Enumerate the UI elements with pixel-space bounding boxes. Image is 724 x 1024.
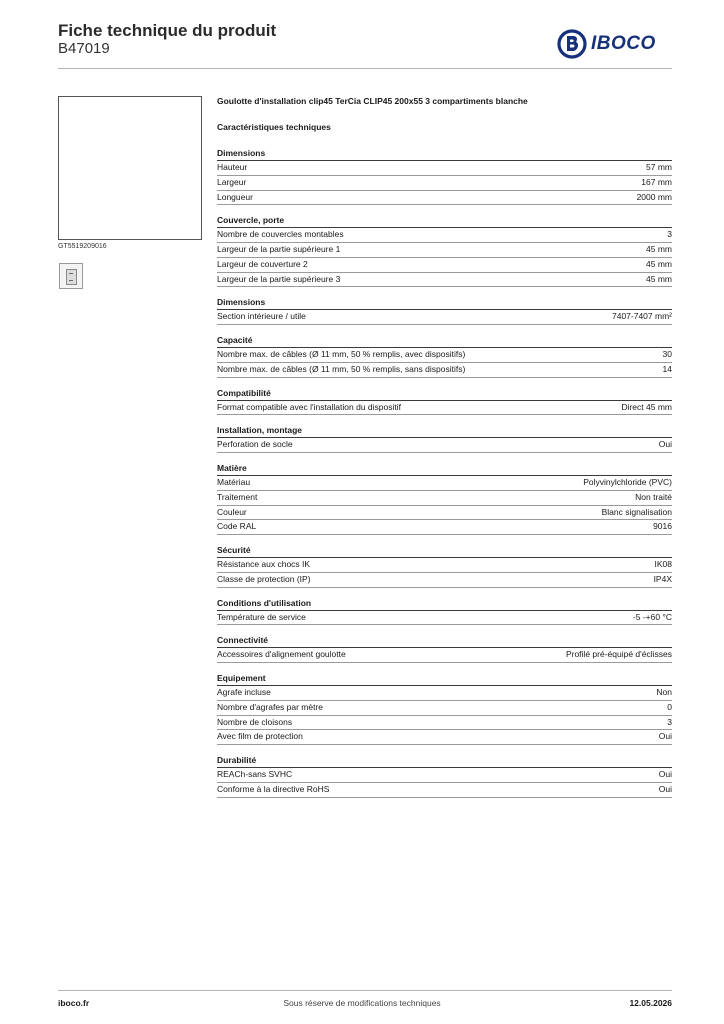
spec-label: Format compatible avec l'installation du dispositif — [217, 401, 401, 412]
spec-row — [217, 520, 672, 535]
spec-row — [217, 401, 672, 416]
footer-date: 12.05.2026 — [629, 998, 672, 1008]
spec-value: 45 mm — [646, 244, 672, 254]
spec-label: Perforation de socle — [217, 439, 293, 450]
spec-label: REACh-sans SVHC — [217, 769, 293, 779]
spec-section — [217, 544, 672, 588]
spec-section — [217, 462, 672, 535]
duct-thumbnail-icon — [66, 269, 77, 285]
spec-value: 45 mm — [646, 258, 672, 269]
spec-section — [217, 634, 672, 663]
spec-row — [217, 730, 672, 745]
spec-section — [217, 334, 672, 378]
spec-row — [217, 243, 672, 258]
spec-label: Largeur de la partie supérieure 3 — [217, 273, 341, 284]
spec-value: 3 — [667, 716, 672, 727]
spec-row — [217, 768, 672, 783]
spec-row — [217, 573, 672, 588]
spec-label: Largeur — [217, 176, 247, 187]
section-title: Sécurité — [217, 544, 672, 558]
spec-value: Oui — [658, 439, 672, 450]
spec-value: Non — [656, 687, 672, 697]
spec-section — [217, 597, 672, 626]
spec-row — [217, 438, 672, 453]
spec-label: Largeur de couverture 2 — [217, 258, 308, 269]
spec-label: Agrafe incluse — [217, 687, 271, 697]
spec-label: Température de service — [217, 611, 306, 622]
spec-row — [217, 348, 672, 363]
spec-value: -5 -+60 °C — [632, 611, 672, 622]
spec-value: 167 mm — [641, 176, 672, 187]
spec-value: Direct 45 mm — [621, 401, 672, 412]
brand-logo — [557, 27, 656, 61]
spec-row — [217, 648, 672, 663]
logo-text: IBOCO — [591, 33, 656, 54]
spec-label: Matériau — [217, 477, 251, 487]
spec-row — [217, 701, 672, 716]
spec-label: Traitement — [217, 491, 258, 502]
spec-row — [217, 506, 672, 521]
spec-row — [217, 273, 672, 288]
spec-row — [217, 191, 672, 206]
spec-row — [217, 310, 672, 325]
section-title: Conditions d'utilisation — [217, 597, 672, 611]
header-divider — [58, 68, 672, 69]
spec-section — [217, 387, 672, 416]
spec-label: Conforme à la directive RoHS — [217, 783, 330, 794]
section-title: Durabilité — [217, 754, 672, 768]
spec-label: Section intérieure / utile — [217, 311, 306, 322]
spec-section — [217, 147, 672, 205]
spec-label: Nombre max. de câbles (Ø 11 mm, 50 % remplis, sans dispositifs) — [217, 363, 466, 374]
spec-label: Nombre de cloisons — [217, 716, 293, 727]
spec-label: Couleur — [217, 506, 247, 517]
spec-value: Profilé pré-équipé d'éclisses — [565, 649, 672, 660]
spec-label: Avec film de protection — [217, 731, 303, 742]
spec-row — [217, 558, 672, 573]
spec-value: 2000 mm — [636, 191, 672, 202]
section-title: Capacité — [217, 334, 672, 348]
spec-value: 3 — [667, 229, 672, 240]
spec-heading: Caractéristiques techniques — [217, 122, 331, 132]
spec-section — [217, 424, 672, 453]
spec-row — [217, 363, 672, 378]
spec-label: Classe de protection (IP) — [217, 573, 311, 584]
spec-label: Code RAL — [217, 521, 257, 532]
product-code: B47019 — [58, 40, 110, 57]
section-title: Installation, montage — [217, 424, 672, 438]
spec-value: 9016 — [653, 521, 672, 532]
spec-value: 7407-7407 mm² — [611, 311, 672, 322]
spec-value: IK08 — [654, 559, 672, 569]
spec-label: Nombre max. de câbles (Ø 11 mm, 50 % remplis, avec dispositifs) — [217, 349, 466, 359]
section-title: Equipement — [217, 672, 672, 686]
spec-row — [217, 476, 672, 491]
spec-value: Oui — [658, 769, 672, 779]
spec-row — [217, 491, 672, 506]
gtin-code: GT5519209016 — [58, 243, 107, 250]
section-title: Connectivité — [217, 634, 672, 648]
footer-divider — [58, 990, 672, 991]
spec-label: Accessoires d'alignement goulotte — [217, 649, 346, 660]
spec-sections — [217, 147, 672, 798]
section-title: Matière — [217, 462, 672, 476]
spec-value: 30 — [662, 349, 672, 359]
product-thumbnail[interactable] — [59, 263, 83, 289]
spec-value: 0 — [667, 701, 672, 712]
spec-value: Polyvinylchloride (PVC) — [583, 477, 672, 487]
spec-value: Non traité — [635, 491, 672, 502]
spec-label: Résistance aux chocs IK — [217, 559, 311, 569]
product-name: Goulotte d'installation clip45 TerCia CLIP45 200x55 3 compartiments blanche — [217, 96, 528, 106]
spec-value: Oui — [658, 783, 672, 794]
spec-value: 14 — [662, 363, 672, 374]
spec-row — [217, 258, 672, 273]
spec-value: 45 mm — [646, 273, 672, 284]
footer-website[interactable]: iboco.fr — [58, 998, 90, 1008]
section-title: Dimensions — [217, 147, 672, 161]
iboco-logo-icon — [557, 29, 587, 59]
spec-label: Hauteur — [217, 162, 248, 172]
section-title: Couvercle, porte — [217, 214, 672, 228]
spec-value: IP4X — [653, 573, 672, 584]
section-title: Compatibilité — [217, 387, 672, 401]
spec-value: 57 mm — [646, 162, 672, 172]
spec-label: Nombre de couvercles montables — [217, 229, 344, 240]
spec-section — [217, 754, 672, 798]
spec-row — [217, 686, 672, 701]
spec-row — [217, 783, 672, 798]
spec-row — [217, 716, 672, 731]
spec-row — [217, 228, 672, 243]
spec-section — [217, 214, 672, 287]
product-image — [58, 96, 202, 240]
section-title: Dimensions — [217, 296, 672, 310]
spec-content — [217, 96, 672, 807]
spec-row — [217, 161, 672, 176]
footer-disclaimer: Sous réserve de modifications techniques — [283, 998, 441, 1008]
spec-section — [217, 672, 672, 745]
spec-section — [217, 296, 672, 325]
spec-label: Longueur — [217, 191, 253, 202]
spec-row — [217, 611, 672, 626]
spec-label: Nombre d'agrafes par mètre — [217, 701, 324, 712]
spec-value: Oui — [658, 731, 672, 742]
spec-label: Largeur de la partie supérieure 1 — [217, 244, 341, 254]
spec-value: Blanc signalisation — [601, 506, 672, 517]
spec-row — [217, 176, 672, 191]
page-title: Fiche technique du produit — [58, 21, 277, 40]
